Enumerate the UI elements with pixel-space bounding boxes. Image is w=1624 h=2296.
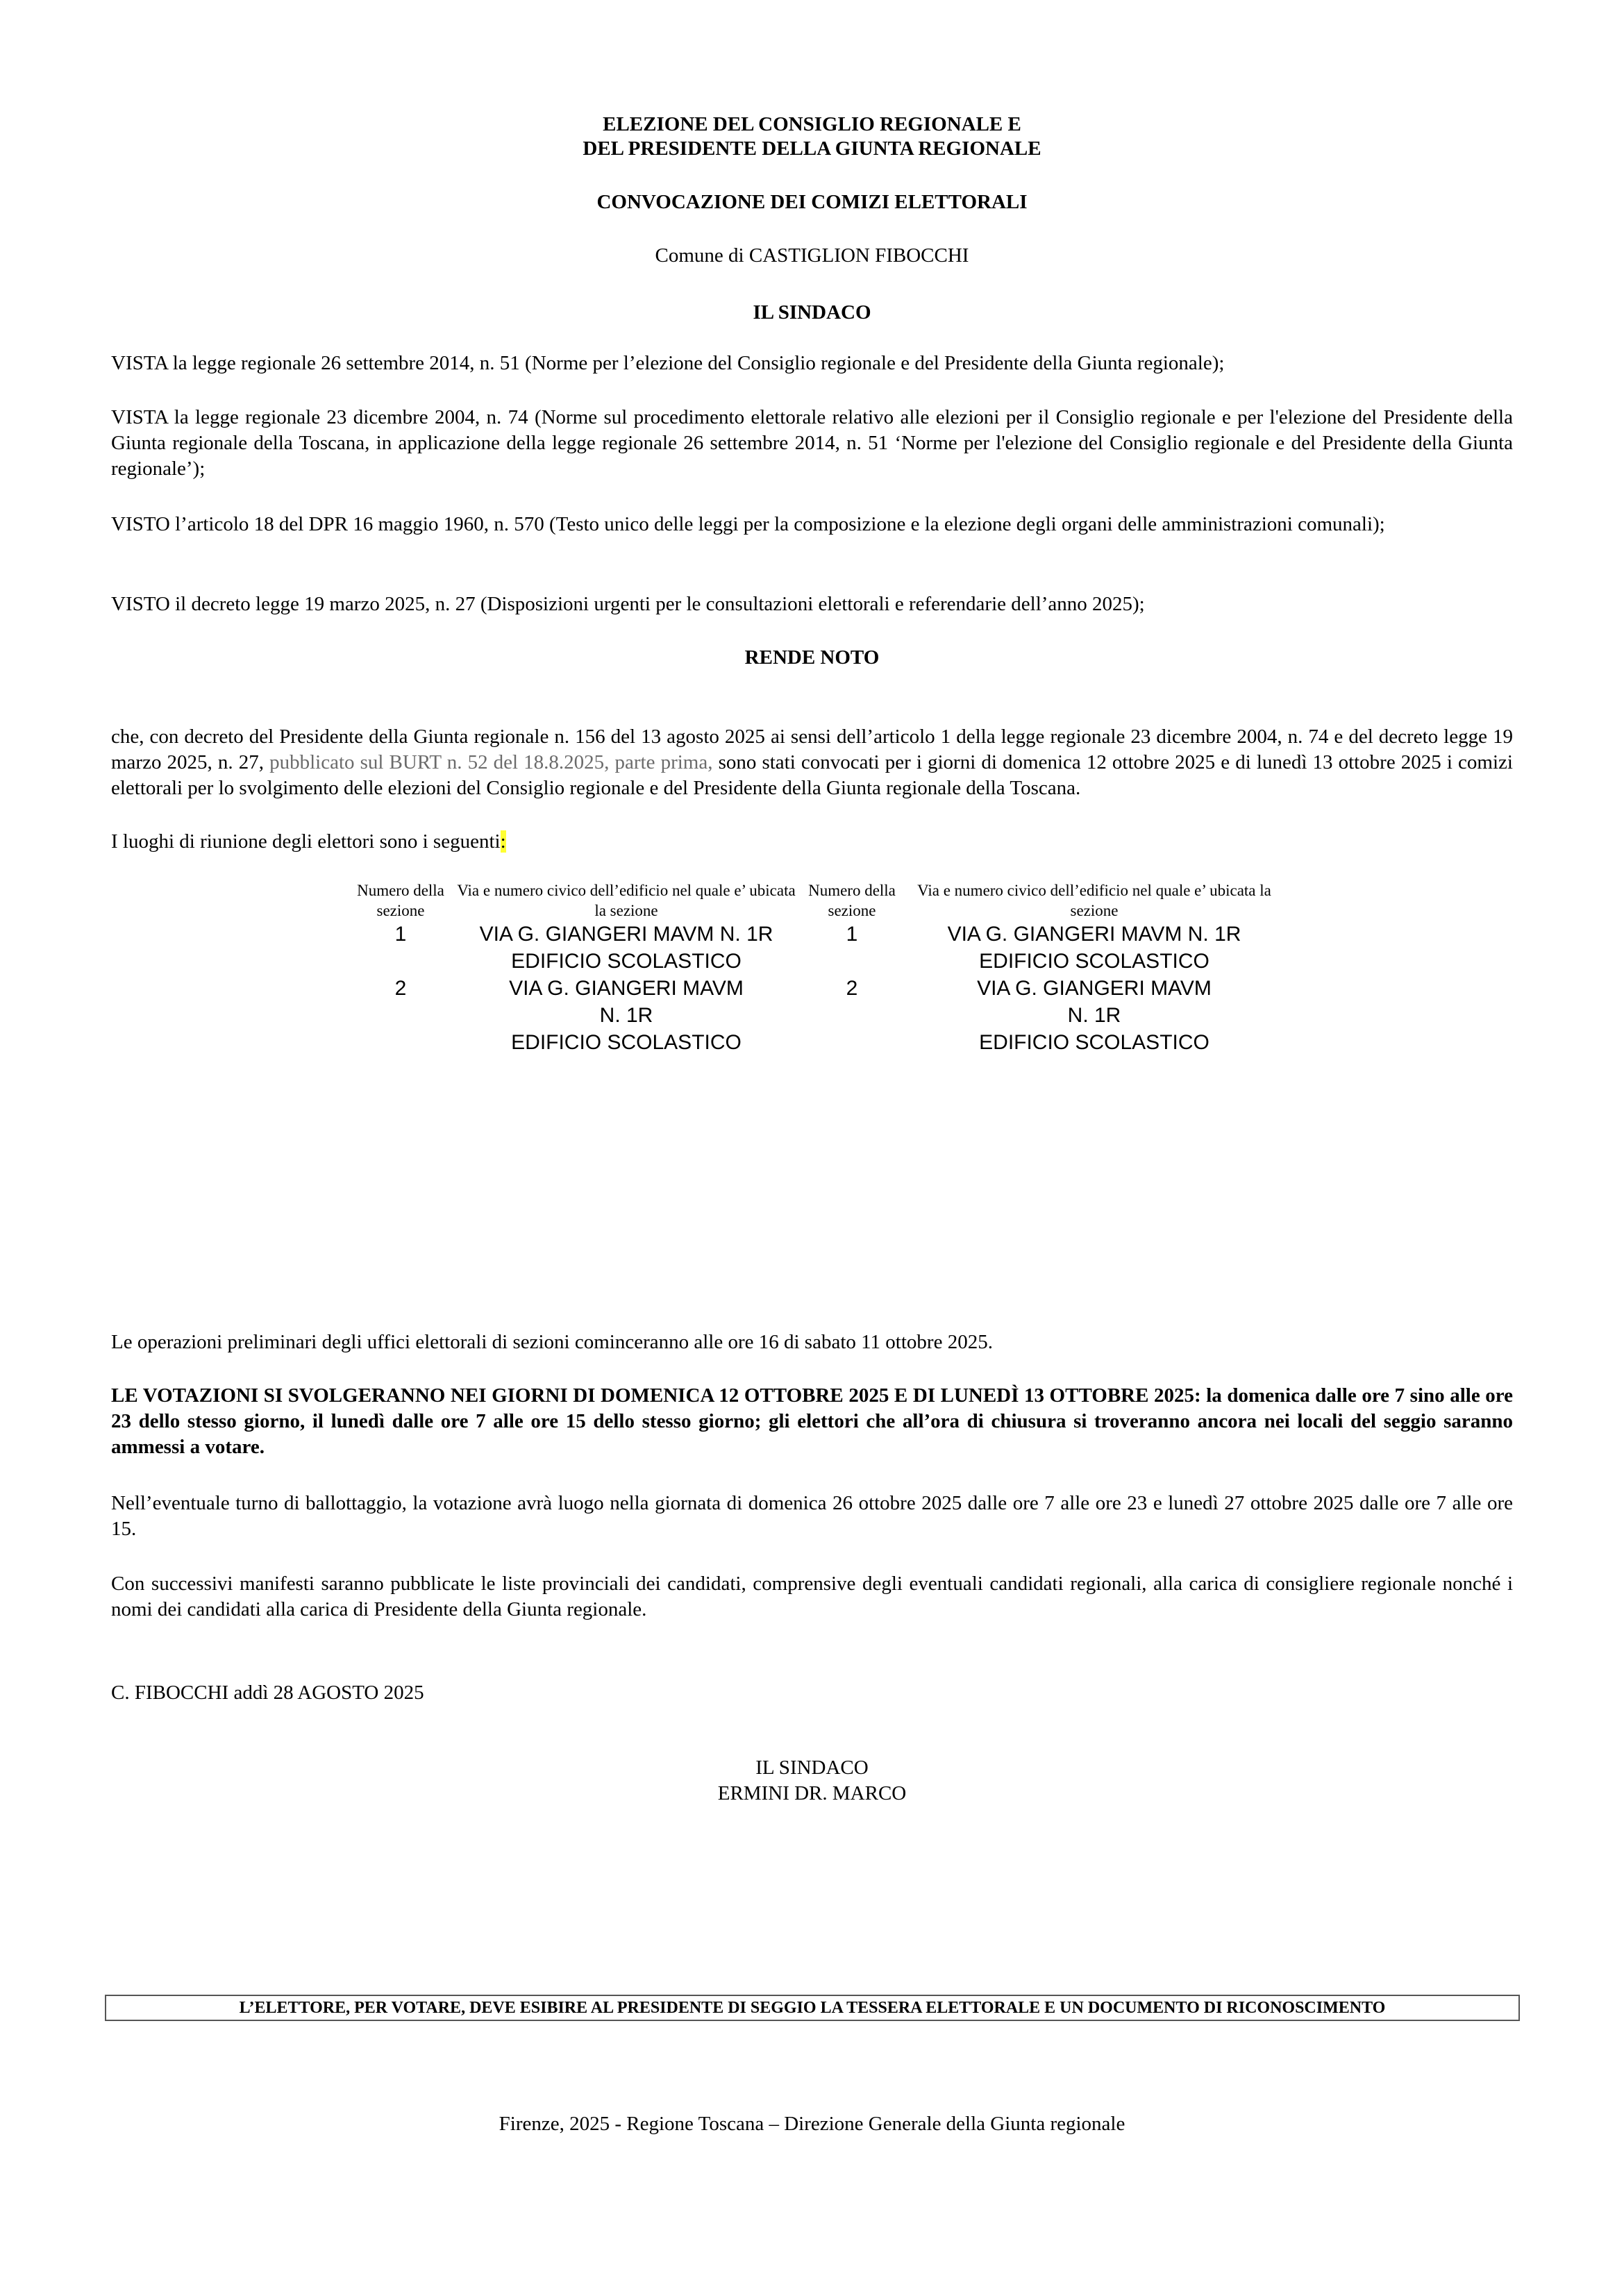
address-line: VIA G. GIANGERI MAVM N. 1R <box>947 923 1241 946</box>
address-line: EDIFICIO SCOLASTICO <box>511 950 742 973</box>
votazioni-paragraph: LE VOTAZIONI SI SVOLGERANNO NEI GIORNI DI DOMENICA 12 OTTOBRE 2025 E DI LUNEDÌ 13 OTTOBRE 2025: la domenica dalle ore 7 sino alle ore 23 dello stesso giorno, il lunedì dalle ore 7 alle ore 15 dello stesso giorno; gli elettori che all’ora di chiusura si troveranno ancora nei locali del seggio saranno ammessi a votare. <box>111 1384 1513 1458</box>
header-numero-sezione: Numero della sezione <box>357 882 444 919</box>
footer-text: Firenze, 2025 - Regione Toscana – Direzione Generale della Giunta regionale <box>499 2113 1125 2135</box>
burt-reference: pubblicato sul BURT n. 52 del 18.8.2025, parte prima, <box>269 751 713 773</box>
ballottaggio-paragraph: Nell’eventuale turno di ballottaggio, la votazione avrà luogo nella giornata di domenica 26 ottobre 2025 dalle ore 7 alle ore 23 e lunedì 27 ottobre 2025 dalle ore 7 alle ore 15. <box>111 1492 1513 1540</box>
address-line: N. 1R <box>599 1004 653 1027</box>
luoghi-intro-text: I luoghi di riunione degli elettori sono i seguenti <box>111 830 501 853</box>
sezione-number: 2 <box>846 977 858 1000</box>
premessa-legge-51: VISTA la legge regionale 26 settembre 2014, n. 51 (Norme per l’elezione del Consiglio regionale e del Presidente della Giunta regionale); <box>111 352 1225 374</box>
header-line-1: ELEZIONE DEL CONSIGLIO REGIONALE E <box>603 113 1021 135</box>
avviso-box: L’ELETTORE, PER VOTARE, DEVE ESIBIRE AL PRESIDENTE DI SEGGIO LA TESSERA ELETTORALE E UN DOCUMENTO DI RICONOSCIMENTO <box>105 1995 1520 2021</box>
signature-name: ERMINI DR. MARCO <box>717 1782 907 1804</box>
sezione-address <box>907 975 1281 1056</box>
address-line: VIA G. GIANGERI MAVM <box>977 977 1212 1000</box>
manifesti-paragraph: Con successivi manifesti saranno pubblicate le liste provinciali dei candidati, comprensive degli eventuali candidati regionali, alla carica di consigliere regionale nonché i nomi dei candidati alla carica di Presidente della Giunta regionale. <box>111 1573 1513 1620</box>
header-numero-sezione-right: Numero della sezione <box>808 882 896 919</box>
sezione-address <box>456 921 796 975</box>
signature-role: IL SINDACO <box>755 1757 869 1779</box>
address-line: EDIFICIO SCOLASTICO <box>979 1031 1209 1054</box>
decreto-text-part1: che, con decreto del Presidente della Giunta regionale n. 156 del 13 agosto 2025 ai sensi dell’articolo 1 della legge regionale 23 dicembre 2004, n. 74 e del decreto legge 19 marzo 2025, n. 27, <box>111 726 1513 773</box>
sezione-number: 1 <box>846 923 858 946</box>
address-line: EDIFICIO SCOLASTICO <box>511 1031 742 1054</box>
premessa-dpr-570: VISTO l’articolo 18 del DPR 16 maggio 1960, n. 570 (Testo unico delle leggi per la composizione e la elezione degli organi delle amministrazioni comunali); <box>111 513 1385 535</box>
decreto-paragraph <box>111 724 1513 801</box>
rende-noto-heading: RENDE NOTO <box>744 646 880 669</box>
luogo-data: C. FIBOCCHI addì 28 AGOSTO 2025 <box>111 1682 424 1704</box>
signature-block <box>111 1755 1513 1807</box>
sezione-number: 2 <box>394 977 407 1000</box>
decreto-text-part2: sono stati convocati per i giorni di domenica 12 ottobre 2025 e di lunedì 13 ottobre 2025 i comizi elettorali per lo svolgimento delle elezioni del Consiglio regionale e del Presidente della Giunta regionale della Toscana. <box>111 751 1513 799</box>
luoghi-intro <box>111 829 1513 855</box>
sezione-address <box>907 921 1281 975</box>
premessa-legge-74: VISTA la legge regionale 23 dicembre 2004, n. 74 (Norme sul procedimento elettorale relativo alle elezioni per il Consiglio regionale e per l'elezione del Presidente della Giunta regionale della Toscana, in applicazione della legge regionale 26 settembre 2014, n. 51 ‘Norme per l'elezione del Consiglio regionale e del Presidente della Giunta regionale’); <box>111 406 1513 480</box>
address-line: EDIFICIO SCOLASTICO <box>979 950 1209 973</box>
sezioni-table <box>345 880 1281 1056</box>
header-via-right: Via e numero civico dell’edificio nel quale e’ ubicata la sezione <box>917 882 1271 919</box>
comune-name: Comune di CASTIGLION FIBOCCHI <box>655 244 969 267</box>
document-header <box>111 112 1513 161</box>
address-line: VIA G. GIANGERI MAVM N. 1R <box>479 923 773 946</box>
table-row <box>345 975 1281 1056</box>
convocazione-title: CONVOCAZIONE DEI COMIZI ELETTORALI <box>596 191 1028 213</box>
header-line-2: DEL PRESIDENTE DELLA GIUNTA REGIONALE <box>583 137 1041 160</box>
luoghi-intro-colon: : <box>500 830 506 853</box>
sindaco-heading: IL SINDACO <box>753 301 871 324</box>
sezione-number: 1 <box>394 923 407 946</box>
table-row <box>345 921 1281 975</box>
operazioni-preliminari: Le operazioni preliminari degli uffici elettorali di sezioni cominceranno alle ore 16 di sabato 11 ottobre 2025. <box>111 1331 993 1353</box>
sezioni-table-header <box>345 880 1281 921</box>
sezione-address <box>456 975 796 1056</box>
address-line: N. 1R <box>1067 1004 1121 1027</box>
premessa-decreto-27: VISTO il decreto legge 19 marzo 2025, n. 27 (Disposizioni urgenti per le consultazioni elettorali e referendarie dell’anno 2025); <box>111 593 1145 615</box>
header-via-left: Via e numero civico dell’edificio nel quale e’ ubicata la sezione <box>457 882 796 919</box>
address-line: VIA G. GIANGERI MAVM <box>509 977 744 1000</box>
